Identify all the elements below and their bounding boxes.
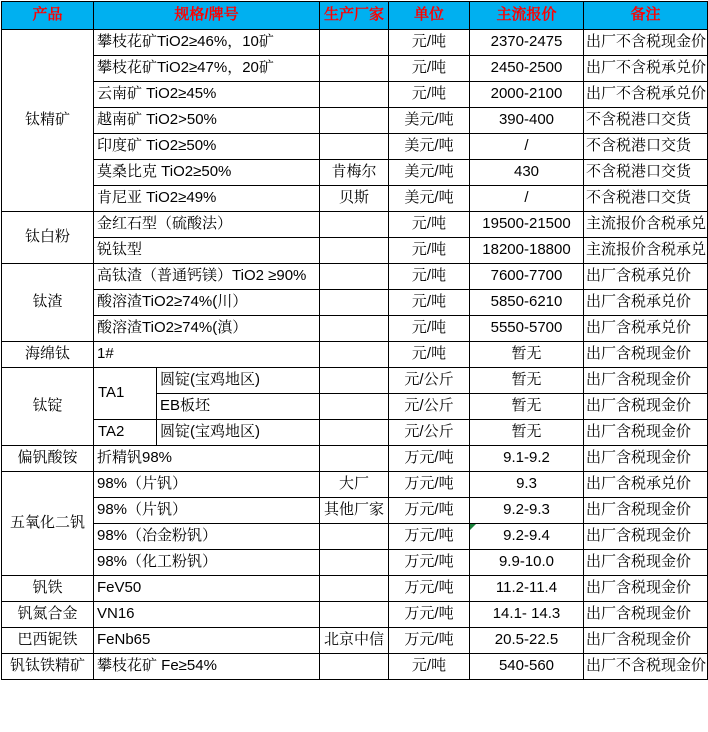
cell-unit: 元/吨 — [389, 82, 470, 108]
cell-spec: 越南矿 TiO2>50% — [94, 108, 320, 134]
cell-note: 出厂不含税承兑价 — [584, 82, 708, 108]
cell-unit: 元/吨 — [389, 212, 470, 238]
cell-price: 9.1-9.2 — [470, 446, 584, 472]
cell-manufacturer — [320, 316, 389, 342]
cell-unit: 万元/吨 — [389, 472, 470, 498]
cell-note: 出厂含税现金价 — [584, 602, 708, 628]
cell-product: 钛渣 — [2, 264, 94, 342]
cell-price: 暂无 — [470, 368, 584, 394]
cell-manufacturer — [320, 550, 389, 576]
table-row — [2, 368, 708, 394]
cell-manufacturer: 北京中信 — [320, 628, 389, 654]
cell-spec: 攀枝花矿TiO2≥47%，20矿 — [94, 56, 320, 82]
cell-note: 出厂含税承兑价 — [584, 290, 708, 316]
cell-spec: 金红石型（硫酸法） — [94, 212, 320, 238]
cell-spec: 肯尼亚 TiO2≥49% — [94, 186, 320, 212]
cell-price: 2450-2500 — [470, 56, 584, 82]
cell-note: 出厂含税现金价 — [584, 446, 708, 472]
cell-price: 9.2-9.3 — [470, 498, 584, 524]
cell-manufacturer — [320, 264, 389, 290]
cell-manufacturer: 其他厂家 — [320, 498, 389, 524]
cell-note: 出厂含税现金价 — [584, 576, 708, 602]
cell-note: 不含税港口交货 — [584, 108, 708, 134]
cell-unit: 元/公斤 — [389, 420, 470, 446]
cell-price: 14.1- 14.3 — [470, 602, 584, 628]
cell-spec: 折精钒98% — [94, 446, 320, 472]
cell-note: 出厂含税现金价 — [584, 498, 708, 524]
cell-spec: FeV50 — [94, 576, 320, 602]
cell-spec: 1# — [94, 342, 320, 368]
cell-unit: 元/吨 — [389, 30, 470, 56]
cell-manufacturer — [320, 368, 389, 394]
table-row — [2, 602, 708, 628]
cell-price: 5850-6210 — [470, 290, 584, 316]
cell-price: 暂无 — [470, 342, 584, 368]
table-row — [2, 654, 708, 680]
cell-product: 钛白粉 — [2, 212, 94, 264]
table-row — [2, 82, 708, 108]
cell-manufacturer — [320, 446, 389, 472]
cell-spec: 酸溶渣TiO2≥74%(川） — [94, 290, 320, 316]
cell-product: 钒钛铁精矿 — [2, 654, 94, 680]
cell-manufacturer — [320, 56, 389, 82]
table-row — [2, 212, 708, 238]
header-spec: 规格/牌号 — [94, 2, 320, 30]
cell-price: 19500-21500 — [470, 212, 584, 238]
cell-manufacturer — [320, 108, 389, 134]
cell-unit: 万元/吨 — [389, 498, 470, 524]
cell-spec: 攀枝花矿 Fe≥54% — [94, 654, 320, 680]
cell-spec: 攀枝花矿TiO2≥46%，10矿 — [94, 30, 320, 56]
price-value: 9.2-9.4 — [503, 527, 550, 545]
header-row — [2, 2, 708, 30]
table-row — [2, 160, 708, 186]
cell-note: 出厂不含税现金价 — [584, 654, 708, 680]
table-row — [2, 134, 708, 160]
cell-manufacturer — [320, 654, 389, 680]
cell-unit: 元/公斤 — [389, 368, 470, 394]
cell-spec: VN16 — [94, 602, 320, 628]
table-row — [2, 56, 708, 82]
table-row — [2, 264, 708, 290]
cell-spec: FeNb65 — [94, 628, 320, 654]
cell-spec: 圆锭(宝鸡地区) — [157, 368, 320, 394]
cell-spec: 98%（片钒） — [94, 498, 320, 524]
cell-price: 2370-2475 — [470, 30, 584, 56]
cell-manufacturer: 贝斯 — [320, 186, 389, 212]
header-manufacturer: 生产厂家 — [320, 2, 389, 30]
cell-manufacturer — [320, 524, 389, 550]
cell-product: 钒氮合金 — [2, 602, 94, 628]
cell-price: 5550-5700 — [470, 316, 584, 342]
table-row — [2, 342, 708, 368]
cell-unit: 元/吨 — [389, 316, 470, 342]
cell-spec: 云南矿 TiO2≥45% — [94, 82, 320, 108]
price-table — [1, 1, 708, 680]
table-row — [2, 472, 708, 498]
cell-note: 主流报价含税承兑 — [584, 238, 708, 264]
cell-unit: 万元/吨 — [389, 628, 470, 654]
table-row — [2, 316, 708, 342]
cell-unit: 万元/吨 — [389, 446, 470, 472]
cell-price: 540-560 — [470, 654, 584, 680]
cell-unit: 元/吨 — [389, 290, 470, 316]
cell-price: 暂无 — [470, 420, 584, 446]
table-row — [2, 628, 708, 654]
cell-manufacturer: 大厂 — [320, 472, 389, 498]
table-row — [2, 186, 708, 212]
cell-product: 偏钒酸铵 — [2, 446, 94, 472]
cell-spec: 98%（片钒） — [94, 472, 320, 498]
table-row — [2, 30, 708, 56]
cell-price: 9.3 — [470, 472, 584, 498]
cell-spec: EB板坯 — [157, 394, 320, 420]
cell-price: 430 — [470, 160, 584, 186]
cell-price: 18200-18800 — [470, 238, 584, 264]
cell-unit: 美元/吨 — [389, 160, 470, 186]
cell-unit: 美元/吨 — [389, 108, 470, 134]
table-row — [2, 238, 708, 264]
cell-unit: 万元/吨 — [389, 550, 470, 576]
cell-product: 巴西铌铁 — [2, 628, 94, 654]
cell-product: 钒铁 — [2, 576, 94, 602]
cell-note: 主流报价含税承兑 — [584, 212, 708, 238]
cell-unit: 元/吨 — [389, 342, 470, 368]
table-row — [2, 550, 708, 576]
cell-price: 20.5-22.5 — [470, 628, 584, 654]
cell-note: 出厂含税现金价 — [584, 420, 708, 446]
cell-note: 出厂含税现金价 — [584, 394, 708, 420]
header-note: 备注 — [584, 2, 708, 30]
cell-product: 钛锭 — [2, 368, 94, 446]
cell-unit: 美元/吨 — [389, 186, 470, 212]
cell-product: 海绵钛 — [2, 342, 94, 368]
cell-note: 不含税港口交货 — [584, 160, 708, 186]
table-row — [2, 446, 708, 472]
cell-price: 390-400 — [470, 108, 584, 134]
cell-unit: 元/吨 — [389, 238, 470, 264]
cell-manufacturer — [320, 82, 389, 108]
cell-price — [470, 524, 584, 550]
cell-note: 出厂含税承兑价 — [584, 264, 708, 290]
cell-manufacturer — [320, 394, 389, 420]
cell-price: 7600-7700 — [470, 264, 584, 290]
cell-note: 出厂含税现金价 — [584, 628, 708, 654]
table-row — [2, 498, 708, 524]
cell-price: 9.9-10.0 — [470, 550, 584, 576]
cell-unit: 元/吨 — [389, 264, 470, 290]
cell-note: 出厂含税承兑价 — [584, 472, 708, 498]
cell-manufacturer — [320, 420, 389, 446]
cell-manufacturer — [320, 576, 389, 602]
comment-marker-icon — [470, 524, 476, 530]
cell-unit: 元/公斤 — [389, 394, 470, 420]
cell-product: 钛精矿 — [2, 30, 94, 212]
cell-grade: TA1 — [94, 368, 157, 420]
cell-manufacturer: 肯梅尔 — [320, 160, 389, 186]
cell-manufacturer — [320, 30, 389, 56]
cell-price: / — [470, 134, 584, 160]
table-row — [2, 420, 708, 446]
cell-spec: 印度矿 TiO2≥50% — [94, 134, 320, 160]
cell-note: 出厂含税现金价 — [584, 524, 708, 550]
cell-note: 出厂含税现金价 — [584, 342, 708, 368]
cell-manufacturer — [320, 238, 389, 264]
cell-price: 2000-2100 — [470, 82, 584, 108]
cell-manufacturer — [320, 212, 389, 238]
cell-spec: 98%（冶金粉钒） — [94, 524, 320, 550]
cell-price: / — [470, 186, 584, 212]
cell-spec: 锐钛型 — [94, 238, 320, 264]
cell-spec: 98%（化工粉钒） — [94, 550, 320, 576]
cell-note: 出厂含税现金价 — [584, 368, 708, 394]
cell-unit: 元/吨 — [389, 654, 470, 680]
cell-note: 不含税港口交货 — [584, 134, 708, 160]
cell-product: 五氧化二钒 — [2, 472, 94, 576]
header-price: 主流报价 — [470, 2, 584, 30]
cell-spec: 高钛渣（普通钙镁）TiO2 ≥90% — [94, 264, 320, 290]
header-product: 产品 — [2, 2, 94, 30]
cell-spec: 莫桑比克 TiO2≥50% — [94, 160, 320, 186]
cell-unit: 元/吨 — [389, 56, 470, 82]
cell-spec: 酸溶渣TiO2≥74%(滇） — [94, 316, 320, 342]
table-row — [2, 108, 708, 134]
cell-note: 出厂含税现金价 — [584, 550, 708, 576]
cell-spec: 圆锭(宝鸡地区) — [157, 420, 320, 446]
cell-manufacturer — [320, 342, 389, 368]
table-row — [2, 576, 708, 602]
cell-unit: 美元/吨 — [389, 134, 470, 160]
cell-manufacturer — [320, 602, 389, 628]
cell-note: 出厂不含税现金价 — [584, 30, 708, 56]
cell-note: 出厂不含税承兑价 — [584, 56, 708, 82]
cell-unit: 万元/吨 — [389, 524, 470, 550]
cell-manufacturer — [320, 134, 389, 160]
cell-note: 不含税港口交货 — [584, 186, 708, 212]
header-unit: 单位 — [389, 2, 470, 30]
page — [0, 1, 708, 732]
cell-unit: 万元/吨 — [389, 602, 470, 628]
cell-price: 11.2-11.4 — [470, 576, 584, 602]
cell-unit: 万元/吨 — [389, 576, 470, 602]
cell-manufacturer — [320, 290, 389, 316]
cell-grade: TA2 — [94, 420, 157, 446]
cell-note: 出厂含税承兑价 — [584, 316, 708, 342]
table-row — [2, 290, 708, 316]
table-row — [2, 524, 708, 550]
cell-price: 暂无 — [470, 394, 584, 420]
